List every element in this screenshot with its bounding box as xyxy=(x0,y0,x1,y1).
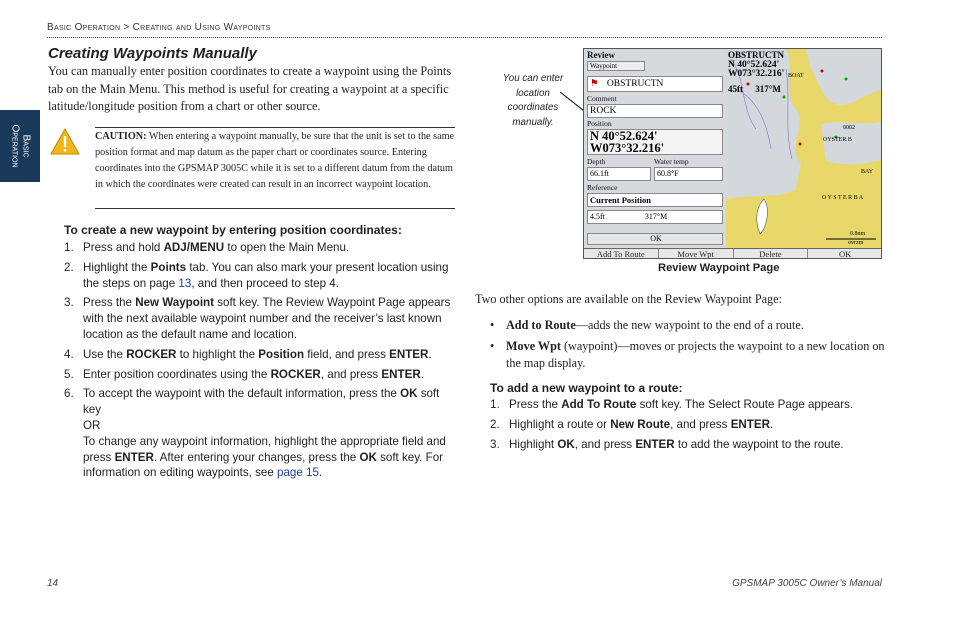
bold-term: New Waypoint xyxy=(135,296,214,310)
bold-term: New Route xyxy=(610,417,671,431)
map-label-boat: BOAT xyxy=(788,73,804,79)
bullet-icon: • xyxy=(490,339,495,353)
bold-term: Position xyxy=(258,347,305,361)
screen-ref-dist-bearing xyxy=(587,210,723,224)
figure-callout: You can enter location coordinates manually. xyxy=(502,73,564,128)
step-number: 3. xyxy=(490,437,500,451)
map-label-oysterbay: O Y S T E R B A xyxy=(822,195,864,201)
bold-term: ROCKER xyxy=(270,367,321,381)
softkey-ok[interactable]: OK xyxy=(808,249,882,259)
page-link[interactable]: 13 xyxy=(178,276,192,290)
procedure2-steps xyxy=(490,397,880,456)
bold-term: ENTER xyxy=(381,367,421,381)
map-dist-bearing xyxy=(728,84,781,94)
procedure1-title: To create a new waypoint by entering position coordinates: xyxy=(64,223,402,237)
side-tab-line2: Operation xyxy=(10,124,21,168)
map-scale: 0.8nm xyxy=(850,231,866,237)
screen-reference-field[interactable]: Current Position xyxy=(587,193,723,207)
side-tab-line1: Basic xyxy=(20,134,32,158)
screen-ok-button[interactable]: OK xyxy=(587,233,723,245)
header-rule xyxy=(47,37,882,38)
side-tab xyxy=(0,110,40,182)
step-number: 2. xyxy=(490,417,500,431)
manual-title: GPSMAP 3005C Owner’s Manual xyxy=(732,578,882,589)
step-number: 6. xyxy=(64,387,74,401)
map-label-0002: 0002 xyxy=(843,125,855,131)
step-number: 5. xyxy=(64,367,74,381)
screen-header: Review xyxy=(587,50,615,60)
softkey-delete[interactable]: Delete xyxy=(734,249,809,259)
screen-comment-field[interactable]: ROCK xyxy=(587,104,723,118)
section-title: Creating Waypoints Manually xyxy=(48,45,257,62)
option-term: Add to Route xyxy=(506,318,576,332)
screen-position-label: Position xyxy=(587,119,612,128)
bold-term: ADJ/MENU xyxy=(163,241,225,254)
caution-rule-top xyxy=(95,127,455,128)
options-paragraph: Two other options are available on the Review Waypoint Page: xyxy=(475,292,782,306)
softkey-add-to-route[interactable]: Add To Route xyxy=(584,249,659,259)
figure-caption: Review Waypoint Page xyxy=(658,262,780,274)
caution-label: CAUTION: xyxy=(95,131,147,142)
caution-body: When entering a waypoint manually, be sure that the unit is set to the same position format and map datum as the paper chart or coordinates source. Entering coordinates into the GPSMAP 3005C while it is set to a different datum from the datum in which the coordinates were created can result in an incorrect waypoint location. xyxy=(95,131,455,190)
screen-map xyxy=(726,49,882,248)
map-lat: N 40°52.624' xyxy=(728,60,780,70)
screen-name-field[interactable] xyxy=(587,76,723,92)
bullet-icon: • xyxy=(490,318,495,332)
procedure2-title: To add a new waypoint to a route: xyxy=(490,381,683,395)
procedure1-step-3: 3. Press the New Waypoint soft key. The Review Waypoint Page appears with the next available waypoint number and the receiver’s last known location as the default name and location. xyxy=(64,296,451,341)
screen-name-value: OBSTRUCTN xyxy=(606,79,664,89)
screen-info-panel xyxy=(584,49,726,248)
procedure1-step-6: 6. To accept the waypoint with the default information, press the OK soft key OR To change any waypoint information, highlight the appropriate field and press ENTER. After entering your changes, press the OK soft key. For information on editing waypoints, see page 15. xyxy=(64,387,446,480)
screen-reference-label: Reference xyxy=(587,183,618,192)
screen-depth-field[interactable]: 66.1ft xyxy=(587,167,651,181)
caution-note xyxy=(95,129,457,193)
flag-icon: ⚑ xyxy=(590,79,599,89)
step-number: 3. xyxy=(64,296,74,310)
bold-term: ENTER xyxy=(635,437,675,451)
procedure1-step-4: 4. Use the ROCKER to highlight the Position field, and press ENTER. xyxy=(64,347,432,361)
procedure2-step-1: 1. Press the Add To Route soft key. The Select Route Page appears. xyxy=(490,398,854,411)
option-item-2: • Move Wpt (waypoint)—moves or projects the waypoint to a new location on the map display. xyxy=(490,339,885,370)
screen-lat: N 40°52.624' xyxy=(590,129,658,143)
screen-comment-label: Comment xyxy=(587,94,617,103)
option-item-1: • Add to Route—adds the new waypoint to the end of a route. xyxy=(490,318,804,332)
bold-term: ENTER xyxy=(114,450,154,464)
step-number: 1. xyxy=(64,241,74,254)
step-number: 1. xyxy=(490,398,500,411)
map-bearing: 317°M xyxy=(755,84,781,94)
procedure1-step-2: 2. Highlight the Points tab. You can also mark your present location using the steps on page 13, and then proceed to step 4. xyxy=(64,260,449,290)
bold-term: Points xyxy=(150,260,187,274)
bold-term: OK xyxy=(557,437,575,451)
map-dist: 45ft xyxy=(728,84,743,94)
bold-term: Add To Route xyxy=(561,398,637,411)
map-label-bay: BAY xyxy=(861,169,874,175)
step-number: 2. xyxy=(64,260,74,274)
option-term: Move Wpt xyxy=(506,339,561,353)
page-link[interactable]: page 15 xyxy=(277,466,319,480)
map-lon: W073°32.216' xyxy=(728,69,785,79)
procedure1-step-1: 1. Press and hold ADJ/MENU to open the Main Menu. xyxy=(64,241,350,254)
screen-water-temp-label: Water temp xyxy=(654,157,689,166)
caution-rule-bottom xyxy=(95,208,455,209)
screen-lon: W073°32.216' xyxy=(590,141,665,155)
bold-term: OK xyxy=(400,387,418,401)
options-list xyxy=(490,317,885,376)
map-overzoom: ovrzm xyxy=(848,240,864,246)
page-number: 14 xyxy=(47,578,59,589)
screen-ref-bearing: 317°M xyxy=(644,212,668,221)
bold-term: OK xyxy=(359,450,377,464)
screen-waypoint-tab[interactable]: Waypoint xyxy=(587,61,645,71)
bold-term: ENTER xyxy=(389,347,429,361)
map-coords xyxy=(728,61,784,79)
bold-term: ENTER xyxy=(730,417,770,431)
running-head: Basic Operation > Creating and Using Waypoints xyxy=(47,22,271,33)
caution-icon xyxy=(50,128,80,155)
screen-depth-label: Depth xyxy=(587,157,606,166)
procedure1-steps xyxy=(64,240,457,485)
map-name: OBSTRUCTN xyxy=(728,50,785,60)
review-waypoint-screenshot xyxy=(583,48,882,259)
side-tab-text xyxy=(10,124,31,167)
procedure2-step-2: 2. Highlight a route or New Route, and press ENTER. xyxy=(490,417,774,431)
screen-water-temp-field[interactable]: 60.8°F xyxy=(654,167,723,181)
step-number: 4. xyxy=(64,347,74,361)
screen-ref-dist: 4.5ft xyxy=(590,212,605,221)
screen-softkey-bar xyxy=(584,248,882,259)
procedure2-step-3: 3. Highlight OK, and press ENTER to add the waypoint to the route. xyxy=(490,437,844,451)
softkey-move-wpt[interactable]: Move Wpt xyxy=(659,249,734,259)
procedure1-step-5: 5. Enter position coordinates using the ROCKER, and press ENTER. xyxy=(64,367,424,381)
intro-paragraph: You can manually enter position coordinates to create a waypoint using the Points tab on the Main Menu. This method is useful for creating a waypoint at a specific latitude/longitude position from a chart or other source. xyxy=(48,64,452,113)
bold-term: ROCKER xyxy=(126,347,177,361)
screen-position-field[interactable] xyxy=(587,129,723,155)
map-label-oyster: OYSTER B xyxy=(823,137,852,143)
